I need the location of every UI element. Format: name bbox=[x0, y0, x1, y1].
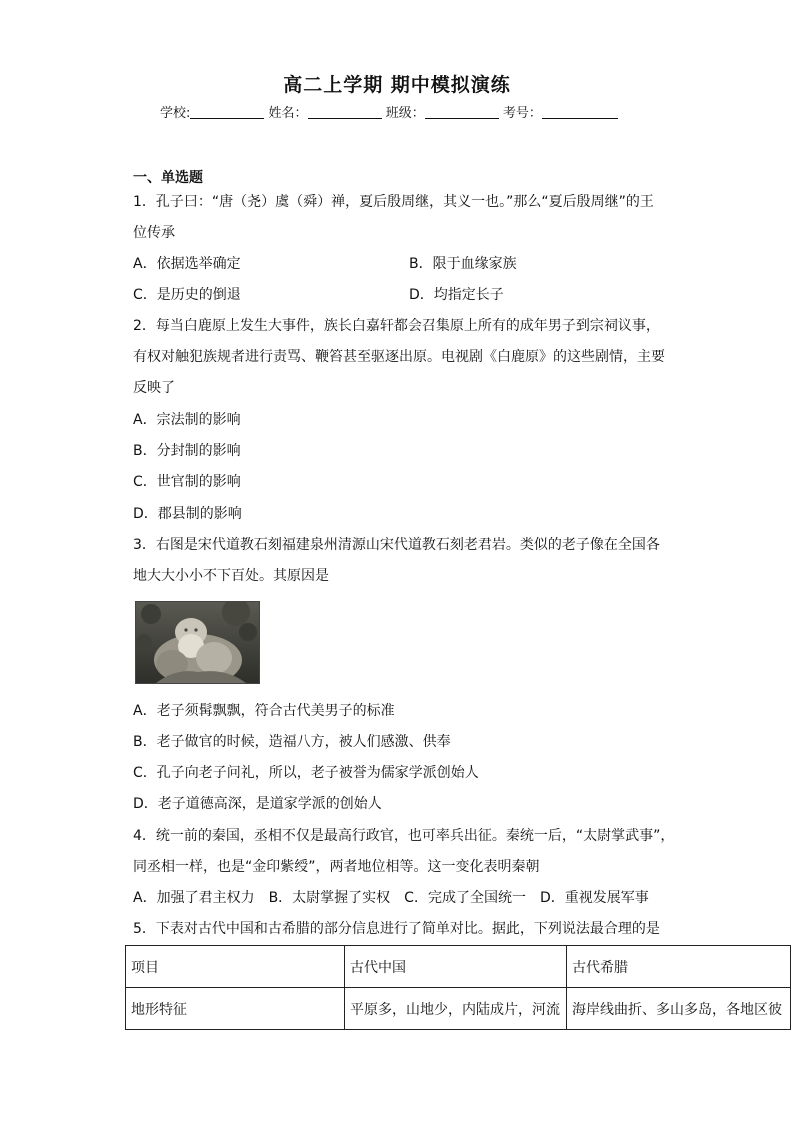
table-cell: 海岸线曲折、多山多岛，各地区彼 bbox=[567, 988, 791, 1030]
table-header-cell: 项目 bbox=[126, 946, 345, 988]
q1-option-b: B．限于血缘家族 bbox=[409, 256, 517, 272]
q5-stem-line1: 5．下表对古代中国和古希腊的部分信息进行了简单对比。据此，下列说法最合理的是 bbox=[133, 921, 660, 937]
q2-stem-line1: 2．每当白鹿原上发生大事件，族长白嘉轩都会召集原上所有的成年男子到宗祠议事， bbox=[133, 318, 660, 334]
q3-option-d: D．老子道德高深，是道家学派的创始人 bbox=[133, 796, 382, 812]
table-header-cell: 古代希腊 bbox=[567, 946, 791, 988]
q4-stem-line2: 同丞相一样，也是“金印紫绶”，两者地位相等。这一变化表明秦朝 bbox=[133, 859, 540, 875]
q3-stem-line2: 地大大小小不下百处。其原因是 bbox=[133, 568, 329, 584]
q2-option-a: A．宗法制的影响 bbox=[133, 412, 241, 428]
name-blank bbox=[308, 105, 382, 119]
q2-option-c: C．世官制的影响 bbox=[133, 474, 241, 490]
exam-no-blank bbox=[542, 105, 618, 119]
q2-stem-line3: 反映了 bbox=[133, 380, 175, 396]
comparison-table bbox=[125, 945, 791, 1030]
q4-options: A．加强了君主权力 B．太尉掌握了实权 C．完成了全国统一 D．重视发展军事 bbox=[133, 890, 649, 906]
q1-stem-line1: 1．孔子曰：“唐（尧）虞（舜）禅，夏后殷周继，其义一也。”那么“夏后殷周继”的王 bbox=[133, 194, 654, 210]
q1-option-d: D．均指定长子 bbox=[409, 287, 504, 303]
q1-option-c: C．是历史的倒退 bbox=[133, 287, 241, 303]
q1-stem-line2: 位传承 bbox=[133, 225, 175, 241]
q3-option-b: B．老子做官的时候，造福八方，被人们感激、供奉 bbox=[133, 734, 451, 750]
table-cell: 平原多，山地少，内陆成片，河流 bbox=[345, 988, 567, 1030]
page-title: 高二上学期 期中模拟演练 bbox=[283, 74, 511, 96]
table-header-row bbox=[126, 946, 791, 988]
class-label: 班级： bbox=[385, 106, 425, 121]
table-cell: 地形特征 bbox=[126, 988, 345, 1030]
section-title: 一、单选题 bbox=[133, 170, 203, 186]
student-info-line bbox=[160, 102, 618, 121]
name-label: 姓名： bbox=[268, 106, 308, 121]
table-row bbox=[126, 988, 791, 1030]
q3-option-c: C．孔子向老子问礼，所以，老子被誉为儒家学派创始人 bbox=[133, 765, 479, 781]
q3-stem-line1: 3．右图是宋代道教石刻福建泉州清源山宋代道教石刻老君岩。类似的老子像在全国各 bbox=[133, 537, 660, 553]
laozi-statue-photo bbox=[135, 601, 260, 684]
q1-option-a: A．依据选举确定 bbox=[133, 256, 241, 272]
q2-option-d: D．郡县制的影响 bbox=[133, 506, 242, 522]
class-blank bbox=[425, 105, 499, 119]
q2-stem-line2: 有权对触犯族规者进行责骂、鞭笞甚至驱逐出原。电视剧《白鹿原》的这些剧情，主要 bbox=[133, 349, 665, 365]
school-blank bbox=[190, 105, 264, 119]
q4-stem-line1: 4．统一前的秦国，丞相不仅是最高行政官，也可率兵出征。秦统一后，“太尉掌武事”， bbox=[133, 828, 675, 844]
q3-option-a: A．老子须髯飘飘，符合古代美男子的标准 bbox=[133, 703, 395, 719]
laozi-statue-image bbox=[136, 602, 259, 683]
table-header-cell: 古代中国 bbox=[345, 946, 567, 988]
q2-option-b: B．分封制的影响 bbox=[133, 443, 241, 459]
exam-no-label: 考号： bbox=[502, 106, 542, 121]
school-label: 学校: bbox=[160, 106, 191, 121]
